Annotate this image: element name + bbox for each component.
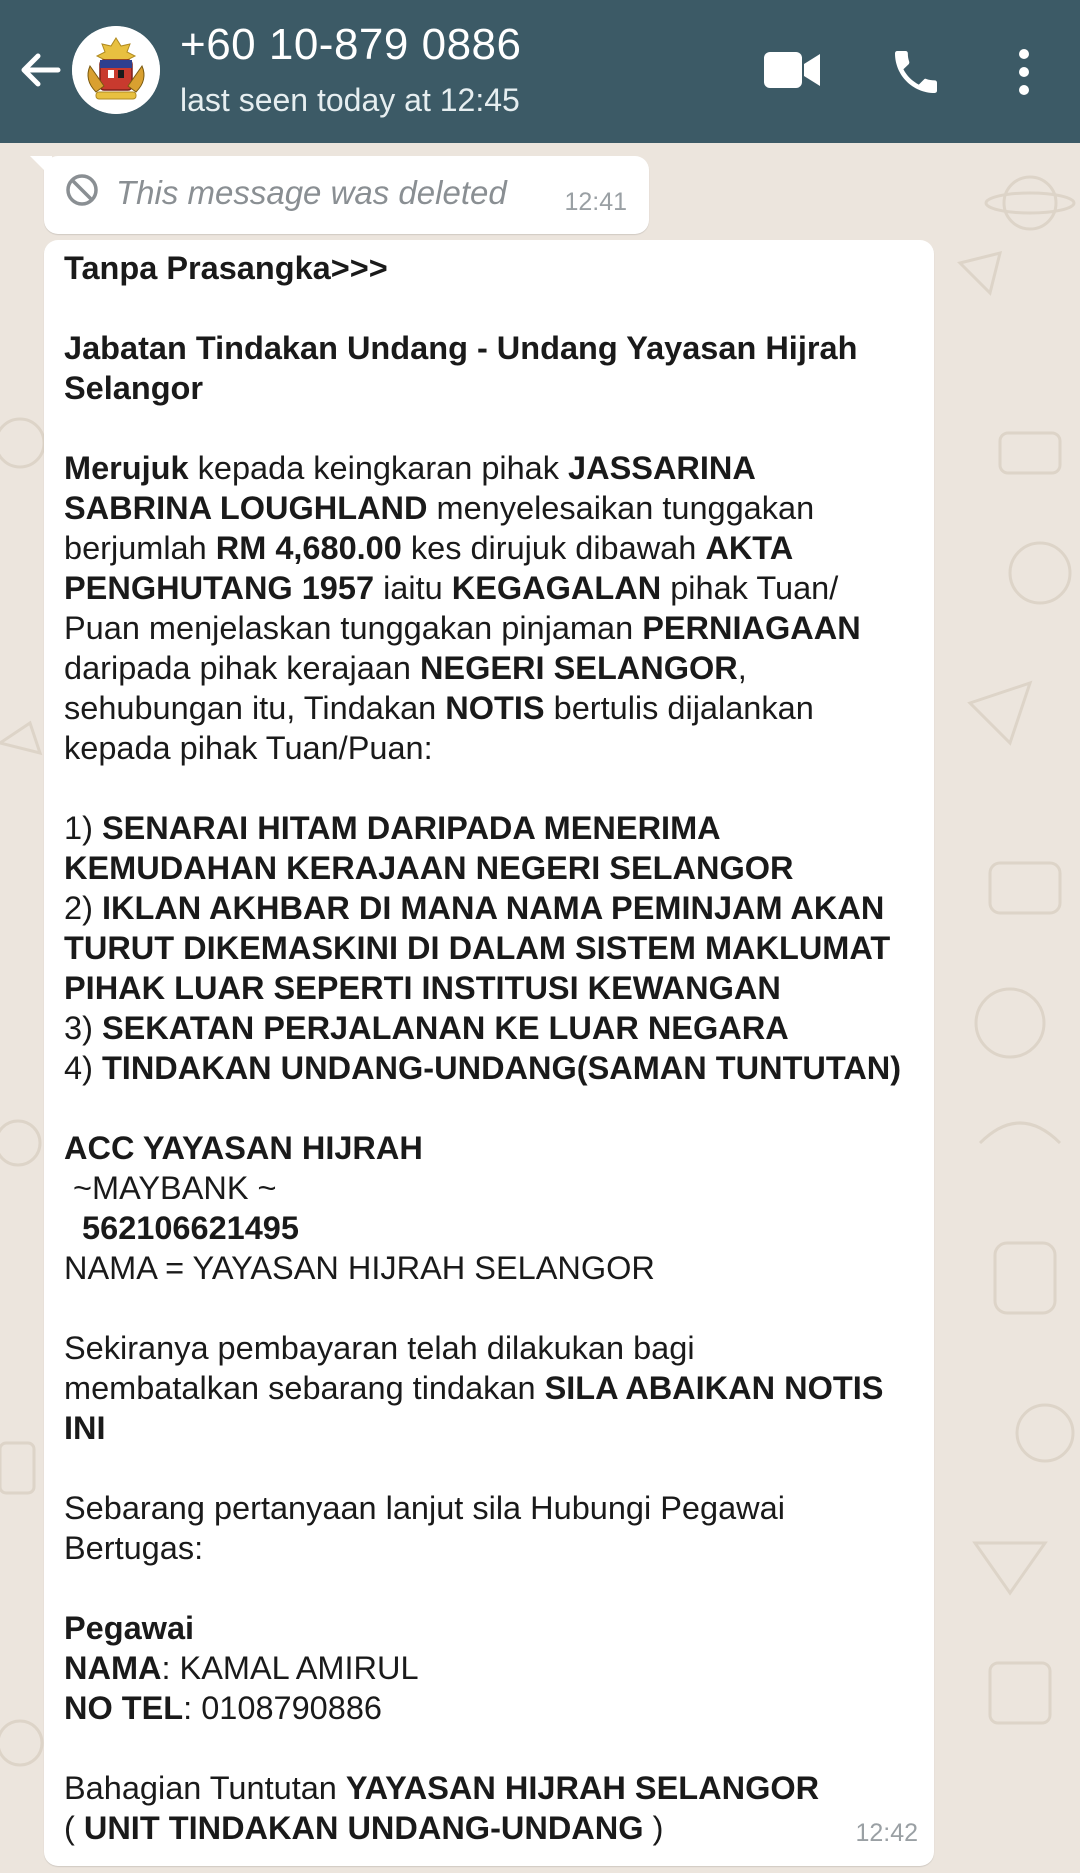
text-run: pihak Tuan/: [661, 570, 839, 606]
list-item: [64, 1048, 924, 1088]
contact-avatar[interactable]: [72, 26, 160, 114]
text-run: bertulis dijalankan: [544, 690, 814, 726]
message-line: [64, 608, 924, 648]
last-seen-status: last seen today at 12:45: [180, 82, 520, 118]
department-title-cont: Selangor: [64, 370, 204, 406]
text-bold: PERNIAGAAN: [642, 610, 861, 646]
text-run: Bertugas:: [64, 1530, 204, 1566]
text-run: (: [64, 1810, 84, 1846]
message-line: [64, 928, 924, 968]
text-bold: TINDAKAN UNDANG-UNDANG(SAMAN TUNTUTAN): [101, 1050, 902, 1086]
text-bold: AKTA: [705, 530, 794, 566]
text-bold: KEGAGALAN: [451, 570, 662, 606]
bank-name: ~MAYBANK ~: [64, 1170, 277, 1206]
message-line: [64, 1168, 924, 1208]
more-vert-icon[interactable]: [1004, 44, 1044, 100]
text-bold: JASSARINA: [568, 450, 756, 486]
list-item: [64, 1008, 924, 1048]
text-bold: SABRINA LOUGHLAND: [64, 490, 428, 526]
text-run: kes dirujuk dibawah: [401, 530, 706, 566]
bubble-tail: [30, 156, 52, 178]
message-bubble[interactable]: [44, 240, 934, 1866]
text-bold: INI: [64, 1410, 106, 1446]
officer-name: : KAMAL AMIRUL: [161, 1650, 419, 1686]
message-line: [64, 688, 924, 728]
text-bold: SEKATAN PERJALANAN KE LUAR NEGARA: [101, 1010, 789, 1046]
chat-header: [0, 0, 1080, 143]
text-run: kepada keingkaran pihak: [188, 450, 569, 486]
message-line: [64, 1368, 924, 1408]
list-number: 2): [64, 890, 102, 926]
list-number: 4): [64, 1050, 102, 1086]
amount-text: RM 4,680.00: [215, 530, 402, 566]
text-run: iaitu: [374, 570, 452, 606]
department-title: Jabatan Tindakan Undang - Undang Yayasan Hijrah: [64, 330, 858, 366]
message-line: [64, 648, 924, 688]
text-bold: SENARAI HITAM DARIPADA MENERIMA: [101, 810, 721, 846]
message-line: [64, 1808, 924, 1848]
text-bold: NAMA: [64, 1650, 162, 1686]
list-number: 3): [64, 1010, 102, 1046]
text-bold: YAYASAN HIJRAH SELANGOR: [345, 1770, 820, 1806]
text-run: ,: [737, 650, 747, 686]
text-run: membatalkan sebarang tindakan: [64, 1370, 545, 1406]
text-bold: NOTIS: [445, 690, 545, 726]
text-bold: KEMUDAHAN KERAJAAN NEGERI SELANGOR: [64, 850, 794, 886]
deleted-ban-icon: [64, 172, 100, 208]
message-line: [64, 528, 924, 568]
message-line: [64, 488, 924, 528]
account-number[interactable]: 562106621495: [64, 1210, 299, 1246]
text-bold: IKLAN AKHBAR DI MANA NAMA PEMINJAM AKAN: [101, 890, 885, 926]
text-bold: TURUT DIKEMASKINI DI DALAM SISTEM MAKLUMAT: [64, 930, 891, 966]
message-line: [64, 848, 924, 888]
text-bold: NEGERI SELANGOR: [419, 650, 738, 686]
list-item: [64, 808, 924, 848]
text-run: Puan menjelaskan tunggakan pinjaman: [64, 610, 643, 646]
text-run: berjumlah: [64, 530, 216, 566]
message-line: [64, 1688, 924, 1728]
message-line: [64, 368, 924, 408]
greeting-text: Tanpa Prasangka>>>: [64, 250, 388, 286]
video-call-icon[interactable]: [762, 48, 822, 92]
message-line: [64, 1328, 924, 1368]
list-number: 1): [64, 810, 102, 846]
account-heading: ACC YAYASAN HIJRAH: [64, 1130, 423, 1166]
text-run: Sekiranya pembayaran telah dilakukan bagi: [64, 1330, 695, 1366]
message-line: [64, 1408, 924, 1448]
message-line: [64, 1608, 924, 1648]
message-line: [64, 728, 924, 768]
message-line: [64, 1488, 924, 1528]
message-line: [64, 1208, 924, 1248]
list-item: [64, 888, 924, 928]
message-line: [64, 328, 924, 368]
message-text: [64, 248, 924, 1848]
deleted-message-bubble[interactable]: [44, 156, 649, 234]
message-line: [64, 448, 924, 488]
text-bold: Merujuk: [64, 450, 189, 486]
crest-emblem-icon: [72, 26, 160, 114]
officer-heading: Pegawai: [64, 1610, 195, 1646]
message-line: [64, 1648, 924, 1688]
text-run: kepada pihak Tuan/Puan:: [64, 730, 433, 766]
contact-name[interactable]: +60 10-879 0886: [180, 20, 522, 69]
text-bold: SILA ABAIKAN NOTIS: [544, 1370, 884, 1406]
message-line: [64, 248, 924, 288]
text-run: menyelesaikan tunggakan: [427, 490, 815, 526]
text-run: Bahagian Tuntutan: [64, 1770, 346, 1806]
message-line: [64, 1248, 924, 1288]
message-line: [64, 568, 924, 608]
message-line: [64, 1528, 924, 1568]
deleted-message-text: This message was deleted: [116, 174, 507, 211]
message-time: 12:41: [564, 188, 627, 216]
text-run: ): [643, 1810, 664, 1846]
message-line: [64, 1128, 924, 1168]
officer-phone[interactable]: : 0108790886: [183, 1690, 382, 1726]
text-bold: PENGHUTANG 1957: [64, 570, 375, 606]
text-bold: UNIT TINDAKAN UNDANG-UNDANG: [83, 1810, 644, 1846]
back-arrow-icon[interactable]: [16, 46, 64, 94]
message-line: [64, 968, 924, 1008]
message-line: [64, 1768, 924, 1808]
text-run: Sebarang pertanyaan lanjut sila Hubungi Pegawai: [64, 1490, 785, 1526]
phone-icon[interactable]: [888, 44, 944, 100]
text-bold: PIHAK LUAR SEPERTI INSTITUSI KEWANGAN: [64, 970, 781, 1006]
text-run: daripada pihak kerajaan: [64, 650, 420, 686]
account-name: NAMA = YAYASAN HIJRAH SELANGOR: [64, 1250, 655, 1286]
message-time: 12:42: [855, 1819, 918, 1847]
text-run: sehubungan itu, Tindakan: [64, 690, 446, 726]
text-bold: NO TEL: [64, 1690, 184, 1726]
